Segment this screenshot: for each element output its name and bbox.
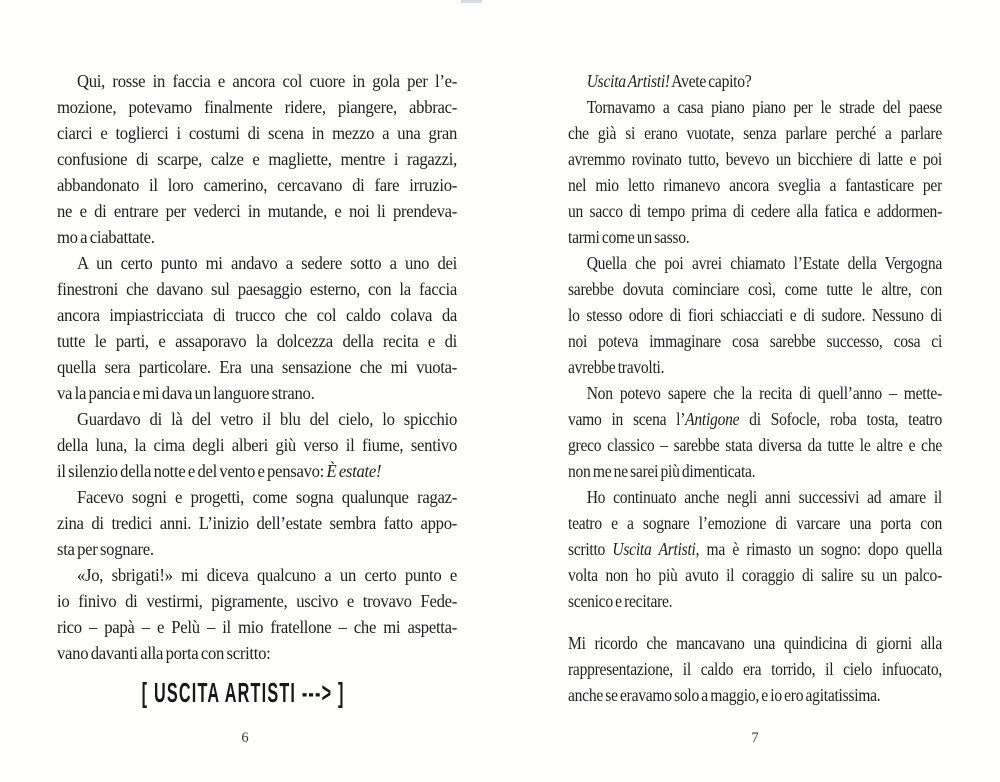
body-text: confusione di scarpe, calze e magliette, mentre i ragazzi, [57,149,458,169]
text-line [57,302,457,328]
body-text: Guardavo di là del vetro il blu del cielo, lo spicchio [77,409,458,429]
body-text: rico – papà – e Pelù – il mio fratellone – che mi aspetta- [57,617,458,637]
body-text: sarebbe dovuta cominciare così, come tutte le altre, con [568,279,943,299]
body-text: noi poteva immaginare cosa sarebbe successo, cosa ci [568,331,943,351]
body-text: teatro e a sognare l’emozione di varcare una porta con [568,513,943,533]
body-text: zina di tredici anni. L’inizio dell’estate sembra fatto appo- [57,513,458,533]
stencil-exit-sign-label: [ USCITA ARTISTI ---> ] [141,677,345,709]
body-text: avrebbe travolti. [568,357,665,377]
body-text: Facevo sogni e progetti, come sogna qualunque ragaz- [77,487,458,507]
text-line [57,68,457,94]
body-text: greco classico – sarebbe stata diversa da tutte le altre e che [568,435,943,455]
paragraph [568,380,942,484]
italic-text: Antigone [685,409,740,429]
body-text: vano davanti alla porta con scritto: [57,643,271,663]
body-text: scenico e recitare. [568,591,673,611]
body-text: ancora impiastricciata di trucco che col caldo colava da [57,305,458,325]
body-text: «Jo, sbrigati!» mi diceva qualcuno a un certo punto e [77,565,458,585]
text-line [568,328,942,354]
body-text: anche se eravamo solo a maggio, e io ero agitatissima. [568,685,881,705]
text-line [568,302,942,328]
text-line [57,198,457,224]
right-page-text [568,68,942,708]
body-text: mozione, potevamo finalmente ridere, piangere, abbrac- [57,97,458,117]
body-text: Mi ricordo che mancavano una quindicina di giorni alla [568,633,943,653]
text-line [57,250,457,276]
text-line [568,484,942,510]
text-line [57,380,457,406]
body-text: tutte le parti, e assaporavo la dolcezza della recita e di [57,331,458,351]
body-text: Quella che poi avrei chiamato l’Estate della Vergogna [586,253,943,273]
text-line [568,146,942,172]
body-text: ne e di entrare per vederci in mutande, e noi li prendeva- [57,201,458,221]
body-text: tarmi come un sasso. [568,227,690,247]
text-line [57,328,457,354]
text-line [568,354,942,380]
text-line [568,682,942,708]
text-line [568,224,942,250]
text-line [568,536,942,562]
text-line [568,458,942,484]
body-text: ciarci e toglierci i costumi di scena in mezzo a una gran [57,123,458,143]
body-text: della luna, la cima degli alberi giù verso il fiume, sentivo [57,435,458,455]
text-line [568,276,942,302]
text-line [57,276,457,302]
text-line [568,68,942,94]
body-text: abbandonato il loro camerino, cercavano di fare irruzio- [57,175,458,195]
text-line [568,588,942,614]
paragraph [57,406,457,484]
text-line [568,406,942,432]
body-text: Qui, rosse in faccia e ancora col cuore in gola per l’e- [77,71,458,91]
body-text: quella sera particolare. Era una sensazione che mi vuota- [57,357,458,377]
text-line [57,120,457,146]
body-text: io finivo di vestirmi, pigramente, uscivo e trovavo Fede- [57,591,458,611]
italic-text: È estate! [326,461,382,481]
body-text: A un certo punto mi andavo a sedere sotto a uno dei [77,253,458,273]
body-text: mo a ciabattate. [57,227,155,247]
text-line [57,458,457,484]
paragraph [57,562,457,666]
paragraph [568,250,942,380]
body-text: un sacco di tempo prima di cedere alla fatica e addormen- [568,201,943,221]
italic-text: Uscita Artisti! [586,71,670,91]
body-text: Non potevo sapere che la recita di quell’anno – mette- [586,383,943,403]
text-line [568,250,942,276]
body-text: Ho continuato anche negli anni successivi ad amare il [586,487,943,507]
body-text: il silenzio della notte e del vento e pensavo: [57,461,327,481]
text-line [57,510,457,536]
body-text: volta non ho più avuto il coraggio di salire su un palco- [568,565,943,585]
page-number-left: 6 [241,730,249,746]
body-text: non me ne sarei più dimenticata. [568,461,756,481]
body-text: Tornavamo a casa piano piano per le strade del paese [586,97,943,117]
scan-artifact [461,0,482,3]
text-line [57,354,457,380]
text-line [568,94,942,120]
body-text: di Sofocle, roba tosta, teatro [739,409,943,429]
text-line [57,614,457,640]
left-page [57,68,457,708]
text-line [568,656,942,682]
page-number-right: 7 [751,730,759,746]
body-text: , ma è rimasto un sogno: dopo quella [695,539,943,559]
text-line [57,406,457,432]
body-text: finestroni che davano sul paesaggio esterno, con la faccia [57,279,458,299]
paragraph [568,630,942,708]
body-text: sta per sognare. [57,539,154,559]
text-line [568,432,942,458]
text-line [57,94,457,120]
body-text: nel mio letto rimanevo ancora sveglia a fantasticare per [568,175,943,195]
paragraph [568,68,942,94]
paragraph [568,94,942,250]
text-line [57,172,457,198]
text-line [57,432,457,458]
right-page [568,68,942,708]
paragraph [568,484,942,614]
body-text: va la pancia e mi dava un languore strano. [57,383,315,403]
text-line [568,198,942,224]
paragraph [57,484,457,562]
text-line [568,630,942,656]
body-text: avremmo rovinato tutto, bevevo un bicchiere di latte e poi [568,149,943,169]
body-text: che già si erano vuotate, senza parlare perché a parlare [568,123,943,143]
text-line [57,640,457,666]
text-line [57,588,457,614]
text-line [568,510,942,536]
text-line [57,484,457,510]
text-line [568,562,942,588]
text-line [57,224,457,250]
italic-text: Uscita Artisti [612,539,696,559]
body-text: rappresentazione, il caldo era torrido, il cielo infuocato, [568,659,943,679]
left-page-text [57,68,457,666]
body-text: vamo in scena l’ [568,409,686,429]
text-line [57,146,457,172]
body-text: Avete capito? [669,71,752,91]
paragraph [57,250,457,406]
text-line [568,172,942,198]
text-line [568,380,942,406]
body-text: lo stesso odore di fiori schiacciati e di sudore. Nessuno di [568,305,943,325]
text-line [568,120,942,146]
stencil-exit-sign [43,678,443,708]
body-text: scritto [568,539,613,559]
paragraph [57,68,457,250]
text-line [57,536,457,562]
text-line [57,562,457,588]
